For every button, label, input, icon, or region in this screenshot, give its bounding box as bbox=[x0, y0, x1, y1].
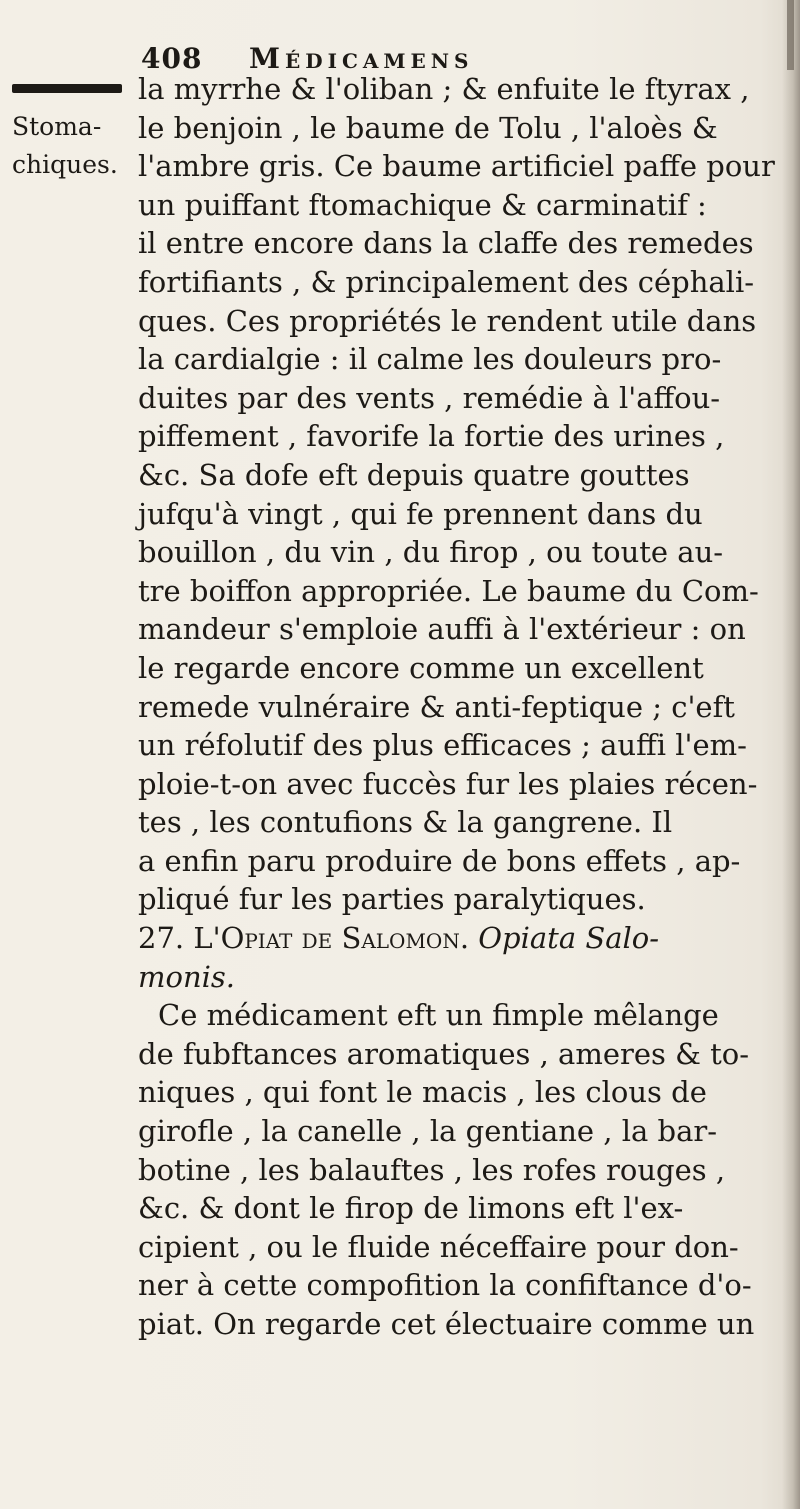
page-edge-shadow bbox=[782, 0, 800, 1509]
text-line: de fubftances aromatiques , ameres & to- bbox=[138, 1036, 750, 1071]
section-latin-title: Opiata Salo- bbox=[478, 921, 660, 956]
margin-note bbox=[12, 108, 132, 184]
text-line: duites par des vents , remédie à l'affou- bbox=[138, 380, 721, 415]
text-line: a enfin paru produire de bons effets , ap- bbox=[138, 843, 741, 878]
text-line: pliqué fur les parties paralytiques. bbox=[138, 882, 646, 917]
body-text bbox=[138, 70, 775, 1344]
text-line: tes , les contufions & la gangrene. Il bbox=[138, 805, 673, 840]
text-line: un réfolutif des plus efficaces ; auffi l'em- bbox=[138, 728, 747, 763]
text-line: bouillon , du vin , du firop , ou toute au- bbox=[138, 535, 724, 570]
text-line: cipient , ou le fluide néceffaire pour don- bbox=[138, 1229, 739, 1264]
text-line: l'ambre gris. Ce baume artificiel paffe pour bbox=[138, 149, 775, 184]
text-line: fortifiants , & principalement des céphali- bbox=[138, 264, 755, 299]
section-title: L'Opiat de Salomon. bbox=[193, 921, 470, 956]
text-line: la myrrhe & l'oliban ; & enfuite le ftyrax , bbox=[138, 72, 750, 106]
text-line: jufqu'à vingt , qui fe prennent dans du bbox=[138, 496, 703, 531]
text-line: il entre encore dans la claffe des remedes bbox=[138, 226, 754, 261]
text-line: tre boiffon appropriée. Le baume du Com- bbox=[138, 573, 759, 608]
text-line: la cardialgie : il calme les douleurs pro- bbox=[138, 342, 722, 377]
section-latin-title-continued: monis. bbox=[138, 959, 236, 994]
text-line: girofle , la canelle , la gentiane , la bar- bbox=[138, 1114, 718, 1149]
text-line: remede vulnéraire & anti-feptique ; c'eft bbox=[138, 689, 735, 724]
section-heading bbox=[138, 919, 758, 958]
text-line: Ce médicament eft un fimple mêlange bbox=[158, 998, 719, 1033]
text-line: un puiffant ftomachique & carminatif : bbox=[138, 187, 707, 222]
running-title: Médicamens bbox=[249, 42, 474, 75]
margin-note-line-1: Stoma- bbox=[12, 112, 102, 141]
text-line: niques , qui font le macis , les clous de bbox=[138, 1075, 707, 1110]
text-line: piffement , favorife la fortie des urines , bbox=[138, 419, 725, 454]
text-line: botine , les balauftes , les rofes rouges , bbox=[138, 1152, 726, 1187]
text-line: ques. Ces propriétés le rendent utile dans bbox=[138, 303, 757, 338]
text-line: &c. Sa dofe eft depuis quatre gouttes bbox=[138, 457, 690, 492]
text-line: piat. On regarde cet électuaire comme un bbox=[138, 1307, 755, 1341]
text-line: le regarde encore comme un excellent bbox=[138, 650, 704, 685]
text-line: ner à cette compofition la confiftance d'o- bbox=[138, 1268, 752, 1303]
margin-rule-mark bbox=[12, 84, 122, 93]
section-number: 27. bbox=[138, 921, 185, 956]
margin-note-line-2: chiques. bbox=[12, 150, 118, 179]
text-line: ploie-t-on avec fuccès fur les plaies récen- bbox=[138, 766, 758, 801]
text-line: le benjoin , le baume de Tolu , l'aloès & bbox=[138, 110, 718, 145]
binding-mark bbox=[787, 0, 794, 70]
page-number: 408 bbox=[141, 42, 203, 75]
text-line: mandeur s'emploie auffi à l'extérieur : on bbox=[138, 612, 746, 647]
text-line: &c. & dont le firop de limons eft l'ex- bbox=[138, 1191, 684, 1226]
